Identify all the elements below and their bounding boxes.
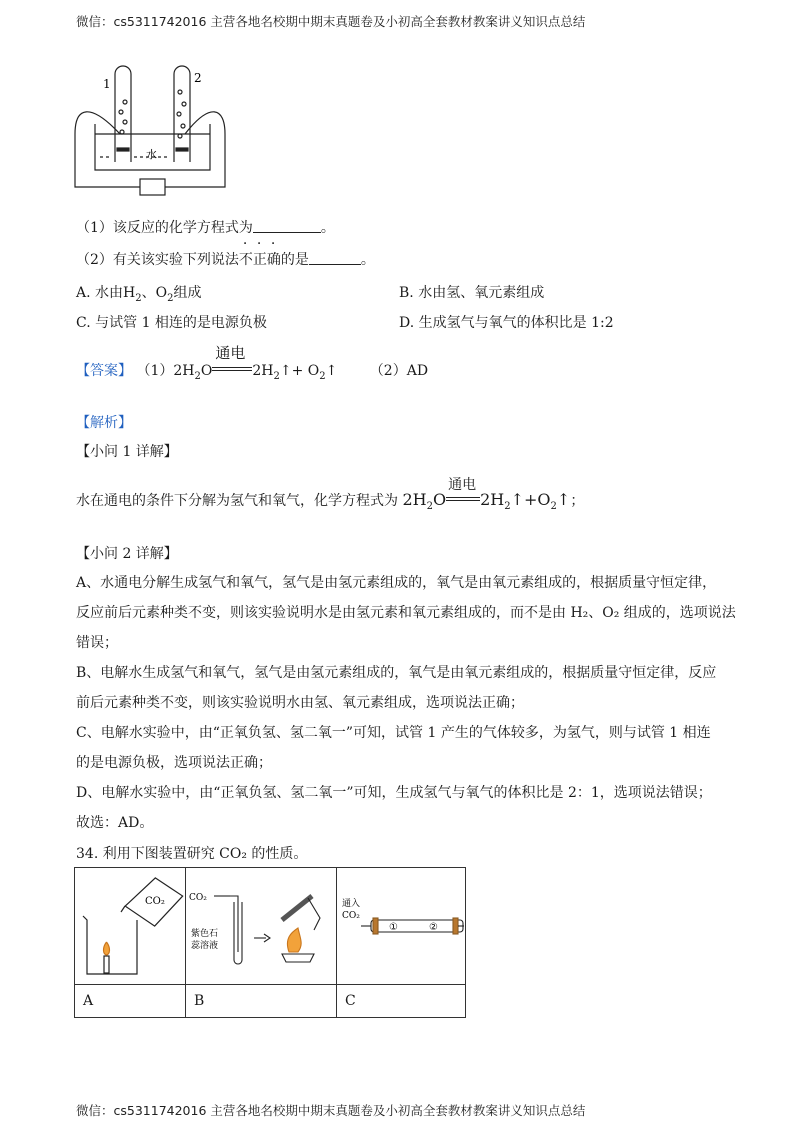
question-34-title: 34. 利用下图装置研究 CO₂ 的性质。 (76, 846, 308, 862)
answer-tag: 【答案】 (76, 363, 132, 379)
figure-c-mark-1: ① (389, 922, 398, 933)
answer-line: 【答案】 $(1)2H_2O$ 通电 $2H_2↑+$ $O_2↑$ （2）AD (76, 344, 429, 382)
figure-c-mark-2: ② (429, 922, 438, 933)
figure-a-co2-label: CO₂ (145, 896, 165, 907)
figure-c-caption: C (337, 985, 466, 1018)
analysis-line: 故选：AD。 (76, 815, 154, 831)
figure-a-cell (75, 868, 186, 985)
figure-b-label-2: 蕊溶液 (191, 941, 219, 951)
condition-mark: 通电 (212, 361, 252, 375)
analysis-line: 反应前后元素种类不变，则该实验说明水是由氢元素和氧元素组成的，而不是由 H₂、O₂ 组成的，选项说法 (76, 605, 736, 621)
question-2: （2）有关该实验下列说法不正确的是 。 (76, 252, 375, 268)
figure-c-tube-setup (337, 868, 465, 982)
figure-b-co2-label: CO₂ (189, 893, 207, 903)
page-footer: 微信：cs5311742016 主营各地名校期中期末真题卷及小初高全套教材教案讲义知识点总结 (76, 1103, 586, 1118)
sub-question-2-heading: 【小问 2 详解】 (76, 546, 178, 562)
analysis-line: D、电解水实验中，由“正氧负氢、氢二氧一”可知，生成氢气与氧气的体积比是 2：1，选项说法错误； (76, 785, 712, 801)
analysis-line: C、电解水实验中，由“正氧负氢、氢二氧一”可知，试管 1 产生的气体较多，为氢气，则与试管 1 相连 (76, 725, 711, 741)
figure-b-cell (186, 868, 337, 985)
water-label: 水 (146, 148, 157, 161)
analysis-line: 的是电源负极，选项说法正确； (76, 755, 272, 771)
analysis-tag: 【解析】 (76, 415, 132, 431)
tube-1-label: 1 (103, 77, 111, 91)
answer-blank-1[interactable] (253, 220, 321, 233)
figure-a-caption: A (75, 985, 186, 1018)
sub-question-1-heading: 【小问 1 详解】 (76, 444, 178, 460)
figure-c-label-2: CO₂ (342, 911, 360, 921)
answer-blank-2[interactable] (309, 252, 361, 265)
analysis-line: A、水通电分解生成氢气和氧气，氢气是由氢元素组成的，氧气是由氧元素组成的，根据质量守恒定律， (76, 575, 717, 591)
option-a: A. 水由$H_2$、$O_2$组成 (76, 285, 202, 304)
option-b: B. 水由氢、氧元素组成 (399, 285, 545, 301)
tube-2-label: 2 (194, 71, 202, 85)
question-1: （1）该反应的化学方程式为 。 (76, 220, 335, 236)
option-c: C. 与试管 1 相连的是电源负极 (76, 315, 267, 331)
analysis-line: 错误； (76, 635, 118, 651)
figure-c-cell (337, 868, 466, 985)
page-header: 微信：cs5311742016 主营各地名校期中期末真题卷及小初高全套教材教案讲义知识点总结 (76, 14, 586, 29)
figure-b-label-1: 紫色石 (191, 929, 219, 939)
figure-b-litmus-setup (186, 868, 336, 982)
analysis-line: 前后元素种类不变，则该实验说明水由氢、氧元素组成，选项说法正确； (76, 695, 524, 711)
apparatus-table (74, 867, 466, 1018)
figure-b-caption: B (186, 985, 337, 1018)
figure-a-beaker-candle (75, 868, 185, 982)
option-d: D. 生成氢气与氧气的体积比是 1:2 (399, 315, 614, 331)
analysis-line: B、电解水生成氢气和氧气，氢气是由氢元素组成的，氧气是由氧元素组成的，根据质量守恒定律，反应 (76, 665, 717, 681)
analysis-1-line: 水在通电的条件下分解为氢气和氧气，化学方程式为 $2H_2O$ 通电 $2H_2↑+O_2↑$； (76, 477, 585, 513)
electrolysis-apparatus-figure (70, 62, 240, 202)
figure-c-label-1: 通入 (342, 899, 361, 909)
